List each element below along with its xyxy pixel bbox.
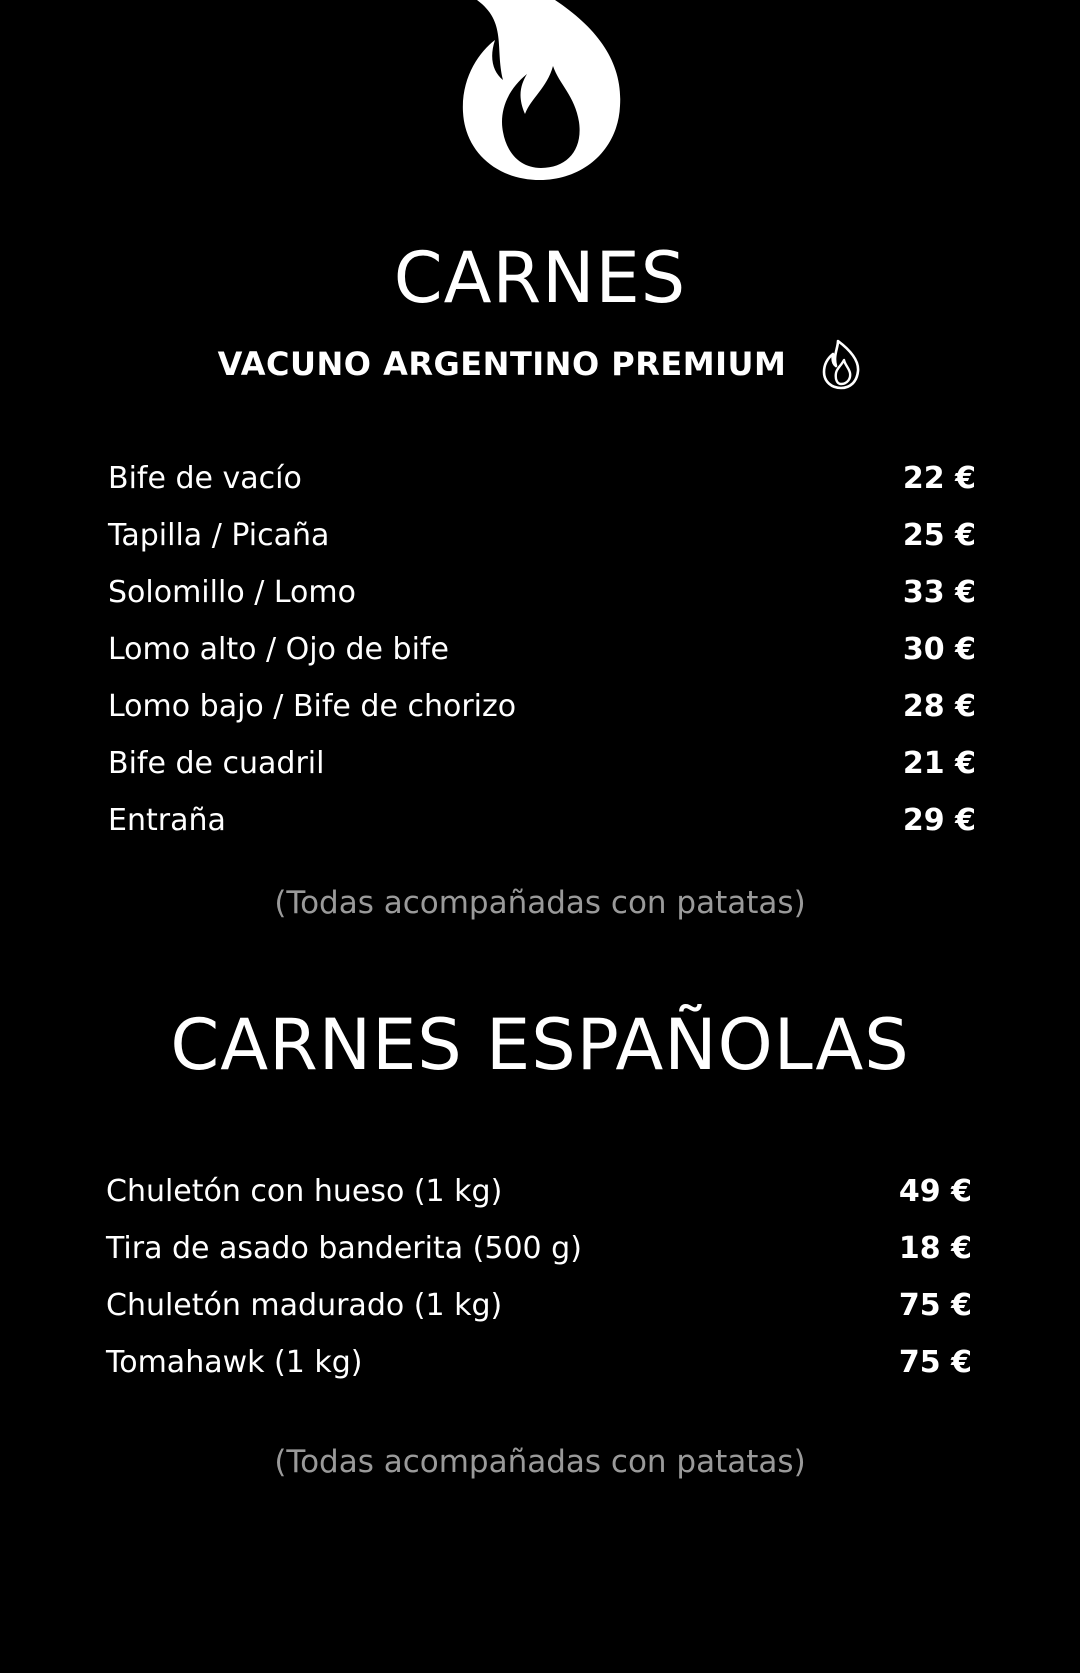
flame-outline-icon — [820, 338, 862, 390]
item-name: Chuletón madurado (1 kg) — [106, 1288, 503, 1323]
item-price: 33 € — [902, 575, 976, 610]
item-price: 28 € — [902, 689, 976, 724]
section-title-carnes-espanolas: CARNES ESPAÑOLAS — [170, 1004, 910, 1086]
item-name: Lomo bajo / Bife de chorizo — [108, 689, 517, 724]
flame-icon — [455, 0, 625, 182]
item-price: 18 € — [898, 1231, 972, 1266]
list-item — [106, 1334, 972, 1391]
list-item — [108, 678, 976, 735]
list-item — [108, 621, 976, 678]
item-name: Tapilla / Picaña — [108, 518, 330, 553]
item-price: 21 € — [902, 746, 976, 781]
item-name: Entraña — [108, 803, 226, 838]
item-price: 29 € — [902, 803, 976, 838]
list-item — [108, 564, 976, 621]
list-item — [108, 450, 976, 507]
section-note: (Todas acompañadas con patatas) — [274, 885, 806, 921]
section-title-carnes: CARNES — [393, 237, 687, 319]
menu-list-carnes — [108, 450, 976, 849]
item-name: Tomahawk (1 kg) — [106, 1345, 363, 1380]
item-price: 49 € — [898, 1174, 972, 1209]
item-price: 30 € — [902, 632, 976, 667]
list-item — [108, 507, 976, 564]
item-name: Lomo alto / Ojo de bife — [108, 632, 449, 667]
item-price: 22 € — [902, 461, 976, 496]
menu-list-carnes-espanolas — [106, 1163, 972, 1391]
list-item — [108, 792, 976, 849]
list-item — [106, 1163, 972, 1220]
list-item — [106, 1277, 972, 1334]
list-item — [108, 735, 976, 792]
section-note: (Todas acompañadas con patatas) — [274, 1444, 806, 1480]
item-price: 25 € — [902, 518, 976, 553]
item-name: Solomillo / Lomo — [108, 575, 356, 610]
item-price: 75 € — [898, 1345, 972, 1380]
item-name: Chuletón con hueso (1 kg) — [106, 1174, 503, 1209]
item-name: Bife de cuadril — [108, 746, 325, 781]
subtitle-row — [0, 336, 1080, 392]
item-name: Tira de asado banderita (500 g) — [106, 1231, 582, 1266]
item-name: Bife de vacío — [108, 461, 302, 496]
section-subtitle: VACUNO ARGENTINO PREMIUM — [217, 345, 787, 383]
item-price: 75 € — [898, 1288, 972, 1323]
list-item — [106, 1220, 972, 1277]
